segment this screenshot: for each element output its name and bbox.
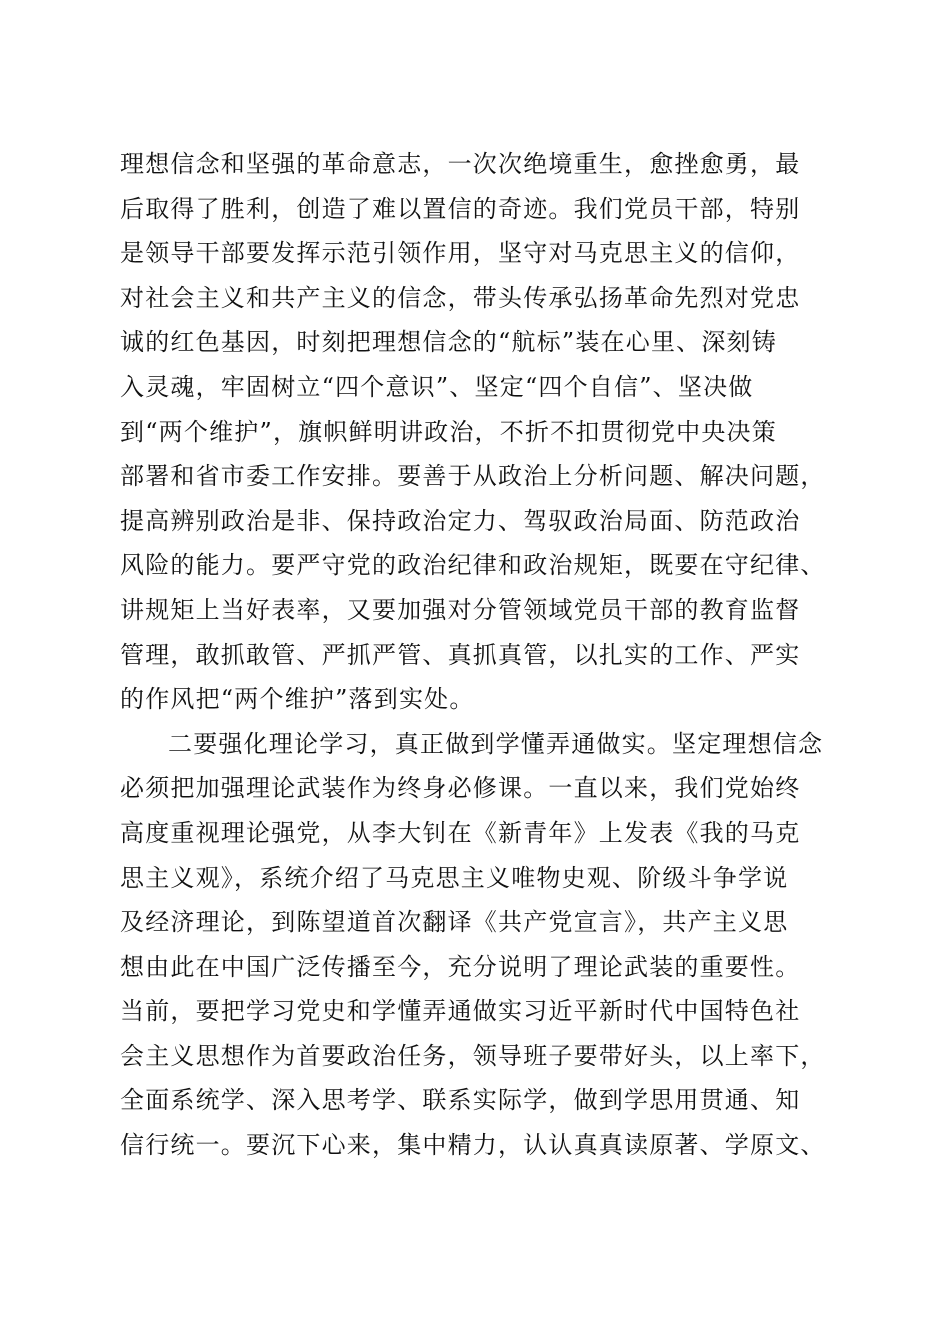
text-line: 管理，敢抓敢管、严抓严管、真抓真管，以扎实的工作、严实 [120, 640, 801, 669]
text-line: 会主义思想作为首要政治任务，领导班子要带好头，以上率下， [120, 1041, 826, 1070]
text-line: 提高辨别政治是非、保持政治定力、驾驭政治局面、防范政治 [120, 506, 801, 535]
text-line: 理想信念和坚强的革命意志，一次次绝境重生，愈挫愈勇，最 [120, 150, 801, 178]
text-line: 想由此在中国广泛传播至今，充分说明了理论武装的重要性。 [120, 952, 801, 981]
text-line: 到“两个维护”，旗帜鲜明讲政治，不折不扣贯彻党中央决策 [120, 417, 777, 446]
text-line: 讲规矩上当好表率，又要加强对分管领域党员干部的教育监督 [120, 595, 801, 624]
text-line: 是领导干部要发挥示范引领作用，坚守对马克思主义的信仰， [120, 239, 801, 268]
text-line: 部署和省市委工作安排。要善于从政治上分析问题、解决问题， [120, 462, 826, 491]
body-text [120, 142, 840, 1168]
text-line: 及经济理论，到陈望道首次翻译《共产党宣言》，共产主义思 [120, 908, 789, 937]
text-line: 必须把加强理论武装作为终身必修课。一直以来，我们党始终 [120, 774, 801, 803]
text-line: 诚的红色基因，时刻把理想信念的“航标”装在心里、深刻铸 [120, 328, 777, 357]
text-line: 当前，要把学习党史和学懂弄通做实习近平新时代中国特色社 [120, 997, 801, 1026]
text-line: 信行统一。要沉下心来，集中精力，认认真真读原著、学原文、 [120, 1131, 826, 1160]
text-line: 对社会主义和共产主义的信念，带头传承弘扬革命先烈对党忠 [120, 283, 801, 312]
text-line: 高度重视理论强党，从李大钊在《新青年》上发表《我的马克 [120, 818, 801, 847]
text-line: 后取得了胜利，创造了难以置信的奇迹。我们党员干部，特别 [120, 194, 801, 223]
text-line: 全面系统学、深入思考学、联系实际学，做到学思用贯通、知 [120, 1086, 801, 1115]
paragraph-start-line: 二要强化理论学习，真正做到学懂弄通做实。坚定理想信念 [168, 729, 824, 758]
text-line: 思主义观》，系统介绍了马克思主义唯物史观、阶级斗争学说 [120, 863, 789, 892]
text-line: 的作风把“两个维护”落到实处。 [120, 685, 475, 714]
text-line: 入灵魂，牢固树立“四个意识”、坚定“四个自信”、坚决做 [120, 372, 754, 401]
text-line: 风险的能力。要严守党的政治纪律和政治规矩，既要在守纪律、 [120, 551, 826, 580]
